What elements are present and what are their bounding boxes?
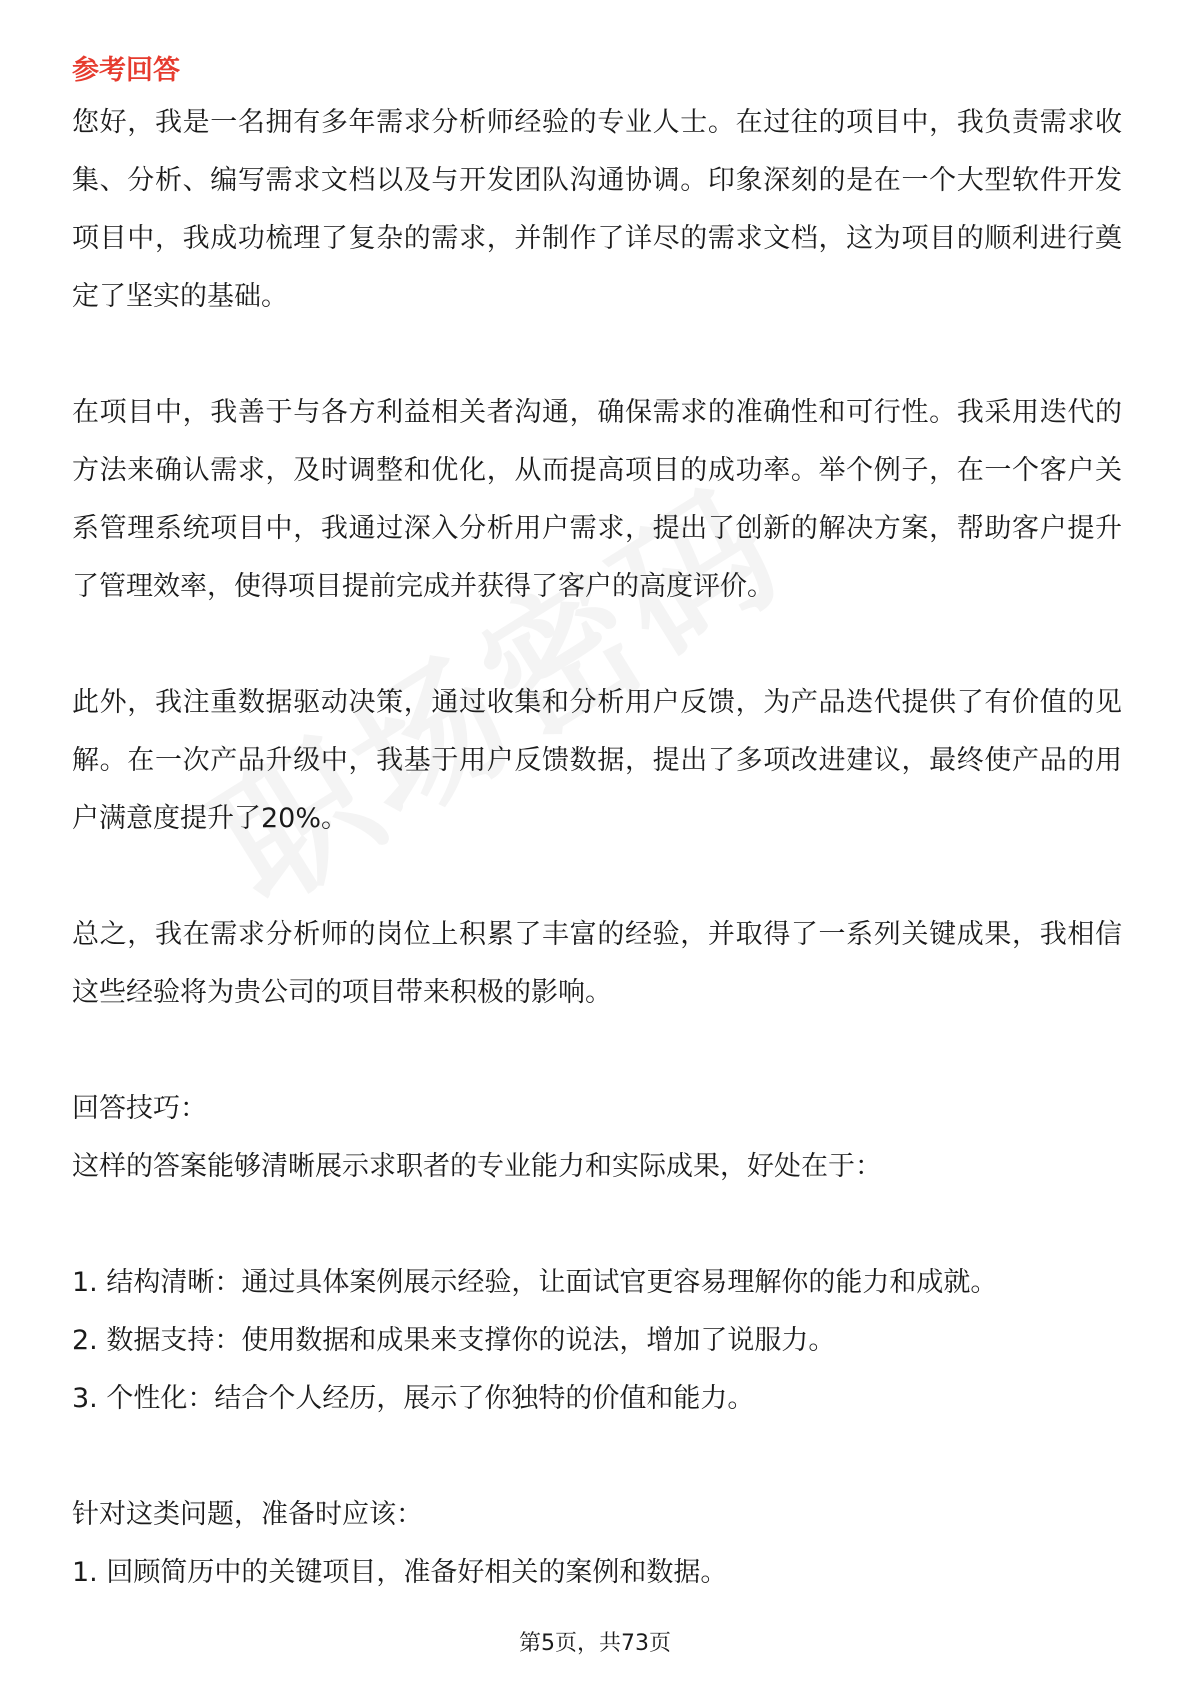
section-heading: 参考回答 xyxy=(72,55,180,86)
document-body xyxy=(72,48,1122,1602)
paragraph-intro: 您好，我是一名拥有多年需求分析师经验的专业人士。在过往的项目中，我负责需求收集、分析、编写需求文档以及与开发团队沟通协调。印象深刻的是在一个大型软件开发项目中，我成功梳理了复杂的需求，并制作了详尽的需求文档，这为项目的顺利进行奠定了坚实的基础。 xyxy=(72,107,1122,312)
tips-item: 3. 个性化：结合个人经历，展示了你独特的价值和能力。 xyxy=(72,1383,755,1414)
page-number: 第5页，共73页 xyxy=(519,1631,671,1656)
spacer xyxy=(72,848,1122,906)
spacer xyxy=(72,1196,1122,1254)
tips-item: 2. 数据支持：使用数据和成果来支撑你的说法，增加了说服力。 xyxy=(72,1325,836,1356)
spacer xyxy=(72,1428,1122,1486)
paragraph-data-driven: 此外，我注重数据驱动决策，通过收集和分析用户反馈，为产品迭代提供了有价值的见解。在一次产品升级中，我基于用户反馈数据，提出了多项改进建议，最终使产品的用户满意度提升了20%。 xyxy=(72,687,1122,834)
tips-item: 1. 结构清晰：通过具体案例展示经验，让面试官更容易理解你的能力和成就。 xyxy=(72,1267,998,1298)
paragraph-communication: 在项目中，我善于与各方利益相关者沟通，确保需求的准确性和可行性。我采用迭代的方法来确认需求，及时调整和优化，从而提高项目的成功率。举个例子，在一个客户关系管理系统项目中，我通过深入分析用户需求，提出了创新的解决方案，帮助客户提升了管理效率，使得项目提前完成并获得了客户的高度评价。 xyxy=(72,397,1122,602)
paragraph-summary: 总之，我在需求分析师的岗位上积累了丰富的经验，并取得了一系列关键成果，我相信这些经验将为贵公司的项目带来积极的影响。 xyxy=(72,919,1122,1008)
prep-title: 针对这类问题，准备时应该： xyxy=(72,1499,423,1530)
tips-intro: 这样的答案能够清晰展示求职者的专业能力和实际成果，好处在于： xyxy=(72,1151,882,1182)
prep-item: 1. 回顾简历中的关键项目，准备好相关的案例和数据。 xyxy=(72,1557,728,1588)
tips-title: 回答技巧： xyxy=(72,1093,207,1124)
spacer xyxy=(72,616,1122,674)
spacer xyxy=(72,326,1122,384)
spacer xyxy=(72,1022,1122,1080)
